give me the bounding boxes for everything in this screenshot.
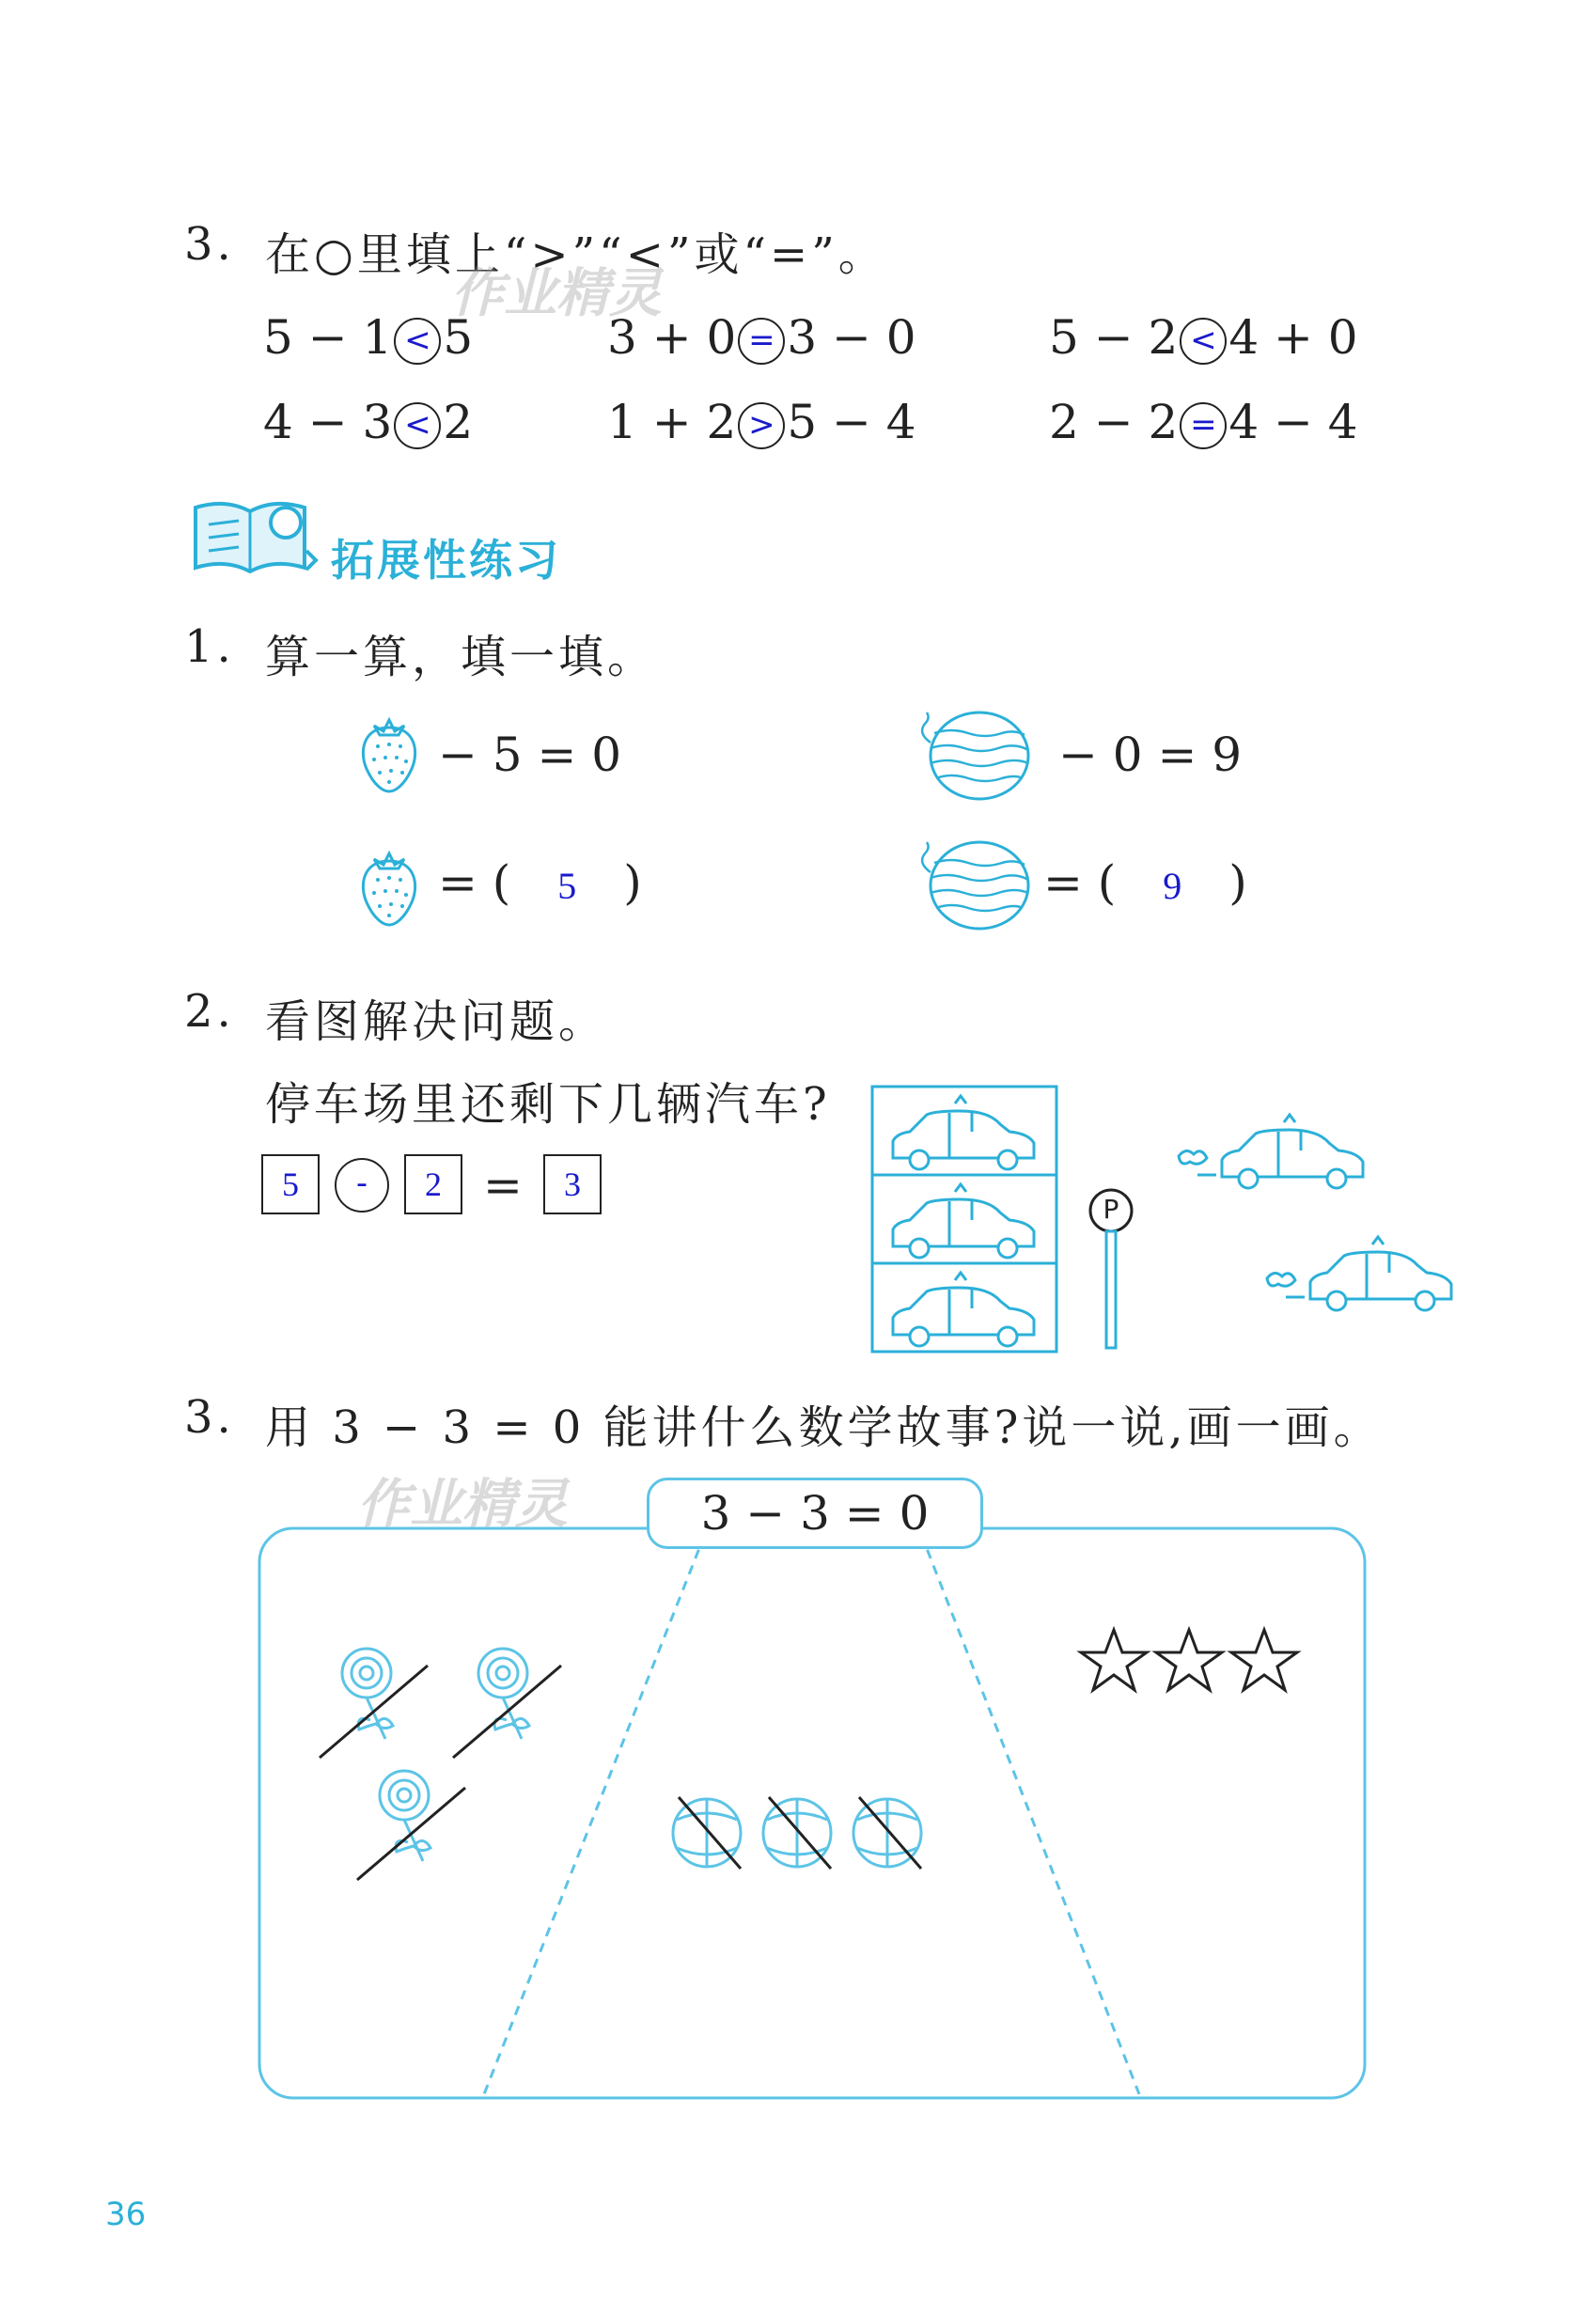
compare-item: 5 − 1 < 5 <box>263 310 474 365</box>
answer-circle[interactable]: < <box>1180 318 1227 365</box>
ext-q1-prompt: 算一算，填一填。 <box>265 631 657 683</box>
answer-box-2[interactable]: 2 <box>404 1154 462 1214</box>
ext-q2-question: 停车场里还剩下几辆汽车? <box>265 1078 831 1131</box>
drawing-area[interactable] <box>254 1513 1372 2105</box>
ext-q2-prompt: 看图解决问题。 <box>265 995 608 1048</box>
page-number: 36 <box>105 2196 147 2233</box>
book-icon <box>188 494 320 581</box>
answer-watermelon[interactable]: 9 <box>1163 865 1182 907</box>
watermelon-icon <box>914 705 1036 806</box>
strawberry-icon <box>355 840 423 927</box>
answer-box-1[interactable]: 5 <box>261 1154 320 1214</box>
answer-circle[interactable]: < <box>394 402 441 449</box>
watermark: 作业精灵 <box>357 1474 568 1535</box>
equation-strawberry-1: − 5 = 0 <box>438 728 622 782</box>
answer-circle[interactable]: = <box>738 318 785 365</box>
watermelon-icon <box>914 835 1036 936</box>
answer-circle[interactable]: < <box>394 318 441 365</box>
compare-item: 1 + 2 > 5 − 4 <box>607 395 916 449</box>
answer-box-3[interactable]: 3 <box>543 1154 602 1214</box>
ext-q2-number: 2. <box>184 985 235 1038</box>
q3-number: 3. <box>184 218 235 271</box>
q3-prompt: 在○里填上“>”“<”或“=”。 <box>265 228 887 281</box>
watermark: 作业精灵 <box>451 263 662 324</box>
parking-lot-illustration <box>868 1081 1470 1363</box>
equals-sign: = <box>483 1158 523 1213</box>
equation-watermelon-1: − 0 = 9 <box>1058 728 1243 782</box>
answer-strawberry[interactable]: 5 <box>557 865 577 907</box>
parking-sign-label: P <box>1103 1194 1119 1225</box>
section-title: 拓展性练习 <box>331 535 561 586</box>
story-equation-label: 3 − 3 = 0 <box>647 1478 983 1549</box>
compare-item: 3 + 0 = 3 − 0 <box>607 310 916 365</box>
answer-circle[interactable]: = <box>1180 402 1227 449</box>
strawberry-icon <box>355 707 423 793</box>
ext-q1-number: 1. <box>184 620 235 673</box>
equation-watermelon-2: = ( 9 ) <box>1043 855 1247 910</box>
answer-circle[interactable]: > <box>738 402 785 449</box>
compare-item: 4 − 3 < 2 <box>263 395 474 449</box>
ext-q3-prompt: 用 3 − 3 = 0 能讲什么数学故事?说一说,画一画。 <box>265 1401 1383 1454</box>
ext-q3-number: 3. <box>184 1391 235 1444</box>
equation-strawberry-2: = ( 5 ) <box>438 855 642 910</box>
compare-item: 2 − 2 = 4 − 4 <box>1049 395 1358 449</box>
compare-item: 5 − 2 < 4 + 0 <box>1049 310 1358 365</box>
operator-circle[interactable]: - <box>335 1158 389 1213</box>
